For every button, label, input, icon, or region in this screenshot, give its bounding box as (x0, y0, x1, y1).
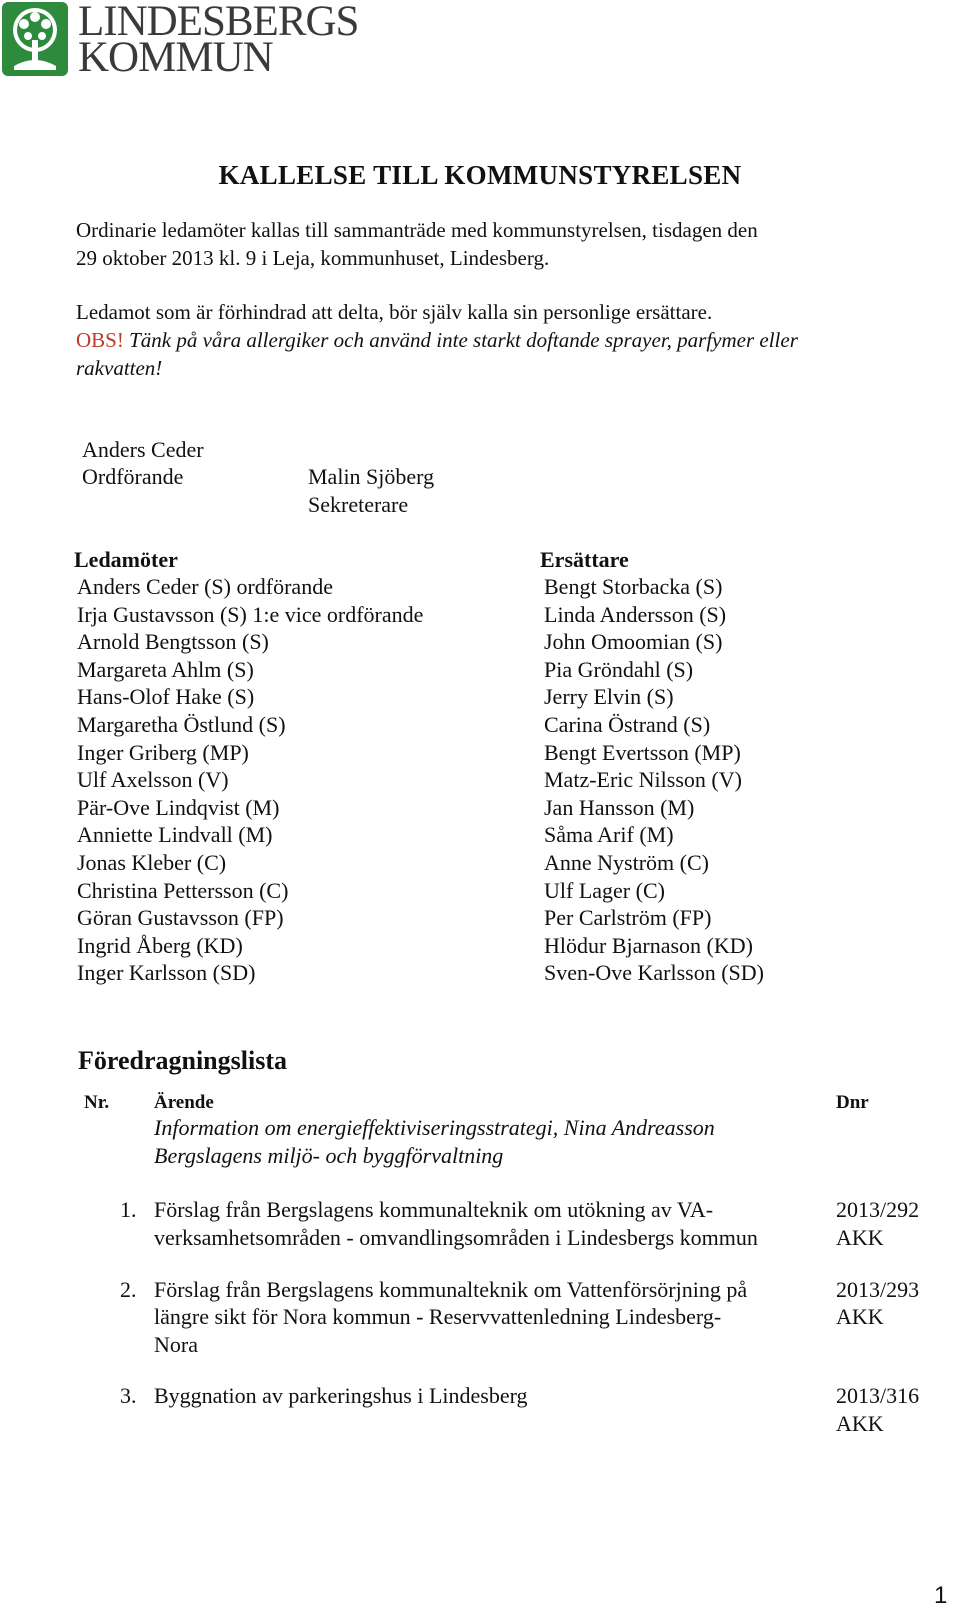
list-item: Jerry Elvin (S) (544, 684, 674, 710)
list-item: Pär-Ove Lindqvist (M) (77, 794, 280, 820)
members-list (77, 573, 423, 987)
agenda-item-line: Byggnation av parkeringshus i Lindesberg (154, 1383, 528, 1408)
agenda-item-dnr: 2013/292 (836, 1197, 920, 1222)
list-item: Margareta Ahlm (S) (77, 656, 254, 682)
obs-text: Tänk på våra allergiker och använd inte starkt doftande sprayer, parfymer eller (123, 328, 798, 352)
list-item: Anders Ceder (S) ordförande (77, 574, 333, 599)
agenda-heading: Föredragningslista (78, 1046, 287, 1075)
list-item: Såma Arif (M) (544, 822, 674, 848)
list-item: Pia Gröndahl (S) (544, 656, 694, 682)
members-heading: Ledamöter (74, 547, 178, 572)
list-item: Christina Pettersson (C) (77, 877, 289, 903)
agenda-item-line: Nora (154, 1332, 198, 1357)
agenda-item-unit: AKK (836, 1225, 884, 1250)
list-item: Jan Hansson (M) (544, 794, 695, 820)
agenda-item-nr: 1. (120, 1197, 137, 1222)
list-item: Linda Andersson (S) (544, 601, 727, 627)
secretary-name: Malin Sjöberg (308, 464, 435, 489)
list-item: Per Carlström (FP) (544, 905, 712, 931)
list-item: Arnold Bengtsson (S) (77, 629, 269, 655)
chair-title: Ordförande (82, 464, 184, 489)
agenda-item-dnr: 2013/316 (836, 1383, 920, 1408)
agenda-info-line-2: Bergslagens miljö- och byggförvaltning (154, 1143, 504, 1168)
list-item: Hans-Olof Hake (S) (77, 684, 255, 710)
agenda-info-line-1: Information om energieffektiviseringsstrategi, Nina Andreasson (154, 1115, 715, 1140)
obs-label: OBS! (76, 328, 124, 352)
logo-line-1: LINDESBERGS (78, 0, 359, 45)
intro-line-2: 29 oktober 2013 kl. 9 i Leja, kommunhuset, Lindesberg. (76, 246, 550, 270)
tree-logo-icon (0, 0, 72, 80)
list-item: Ulf Lager (C) (544, 877, 665, 903)
list-item: Inger Karlsson (SD) (77, 960, 256, 986)
list-item: Carina Östrand (S) (544, 711, 711, 737)
list-item: Anne Nyström (C) (544, 849, 709, 875)
list-item: Ingrid Åberg (KD) (77, 932, 243, 958)
agenda-item-line: längre sikt för Nora kommun - Reservvattenledning Lindesberg- (154, 1304, 722, 1329)
agenda-item-line: Förslag från Bergslagens kommunalteknik om Vattenförsörjning på (154, 1277, 748, 1302)
list-item: Hlödur Bjarnason (KD) (544, 932, 753, 958)
agenda-item-dnr: 2013/293 (836, 1277, 920, 1302)
intro-line-3: Ledamot som är förhindrad att delta, bör själv kalla sin personlige ersättare. (76, 300, 713, 324)
agenda-item-line: verksamhetsområden - omvandlingsområden i Lindesbergs kommun (154, 1225, 758, 1250)
agenda-col-matter: Ärende (154, 1092, 214, 1113)
agenda-item-unit: AKK (836, 1411, 884, 1436)
list-item: Inger Griberg (MP) (77, 739, 249, 765)
list-item: Ulf Axelsson (V) (77, 767, 229, 793)
obs-notice (76, 326, 798, 354)
agenda-item-nr: 2. (120, 1277, 137, 1302)
intro-line-1: Ordinarie ledamöter kallas till sammanträde med kommunstyrelsen, tisdagen den (76, 218, 758, 242)
list-item: Sven-Ove Karlsson (SD) (544, 960, 764, 986)
substitutes-heading: Ersättare (540, 547, 629, 572)
substitutes-list (544, 573, 764, 987)
list-item: Matz-Eric Nilsson (V) (544, 767, 742, 793)
secretary-title: Sekreterare (308, 492, 409, 517)
list-item: Margaretha Östlund (S) (77, 711, 286, 737)
list-item: John Omoomian (S) (544, 629, 723, 655)
municipality-logo (0, 0, 380, 86)
chair-name: Anders Ceder (82, 437, 204, 462)
logo-line-2: KOMMUN (78, 34, 273, 81)
list-item: Göran Gustavsson (FP) (77, 905, 284, 931)
agenda-col-dnr: Dnr (836, 1092, 869, 1113)
document-title: KALLELSE TILL KOMMUNSTYRELSEN (218, 160, 742, 190)
agenda-item-unit: AKK (836, 1304, 884, 1329)
obs-notice-2: rakvatten! (76, 356, 163, 380)
list-item: Bengt Evertsson (MP) (544, 739, 741, 765)
page-number: 1 (934, 1582, 948, 1609)
list-item: Jonas Kleber (C) (77, 849, 227, 875)
list-item: Irja Gustavsson (S) 1:e vice ordförande (77, 601, 424, 627)
agenda-item-line: Förslag från Bergslagens kommunalteknik om utökning av VA- (154, 1197, 714, 1222)
agenda-col-nr: Nr. (84, 1092, 110, 1113)
list-item: Bengt Storbacka (S) (544, 574, 723, 599)
list-item: Anniette Lindvall (M) (77, 822, 273, 848)
agenda-item-nr: 3. (120, 1383, 137, 1408)
